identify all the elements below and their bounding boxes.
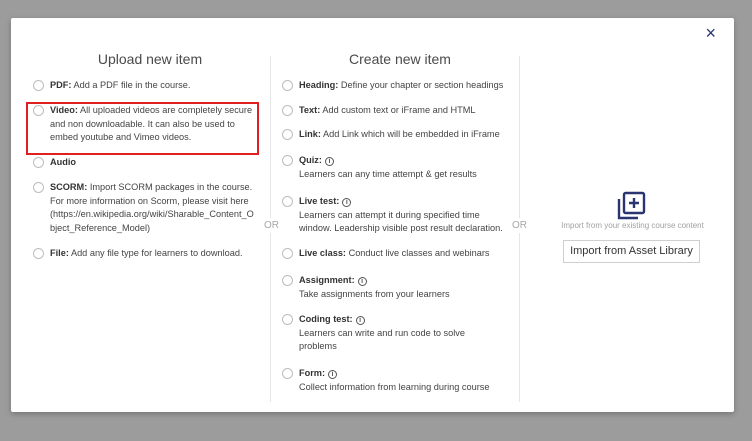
create-option-form[interactable]: Form: i Collect information from learning during course xyxy=(282,367,518,394)
radio-button[interactable] xyxy=(282,196,293,207)
upload-option-file[interactable]: File: Add any file type for learners to download. xyxy=(33,247,263,261)
add-item-modal xyxy=(11,18,734,412)
create-option-live-test[interactable]: Live test: i Learners can attempt it during specified time window. Leadership visible post result declaration. xyxy=(282,195,512,236)
create-option-link[interactable]: Link: Add Link which will be embedded in iFrame xyxy=(282,128,518,142)
create-title: Create new item xyxy=(349,51,451,67)
close-icon[interactable]: × xyxy=(705,23,716,43)
asset-library-caption: Import from your existing course content xyxy=(561,221,704,230)
create-option-text[interactable]: Text: Add custom text or iFrame and HTML xyxy=(282,104,518,118)
radio-button[interactable] xyxy=(282,155,293,166)
info-icon[interactable]: i xyxy=(325,157,334,166)
radio-button[interactable] xyxy=(33,182,44,193)
upload-option-video[interactable]: Video: All uploaded videos are completely secure and non downloadable. It can also be used to embed youtube and Vimeo videos. xyxy=(33,104,255,145)
info-icon[interactable]: i xyxy=(328,370,337,379)
radio-button[interactable] xyxy=(33,248,44,259)
create-option-assignment[interactable]: Assignment: i Take assignments from your learners xyxy=(282,274,512,301)
info-icon[interactable]: i xyxy=(358,277,367,286)
radio-button[interactable] xyxy=(282,105,293,116)
radio-button[interactable] xyxy=(282,314,293,325)
upload-column xyxy=(31,18,269,412)
import-asset-library-button[interactable]: Import from Asset Library xyxy=(563,240,700,263)
radio-button[interactable] xyxy=(282,80,293,91)
radio-button[interactable] xyxy=(282,248,293,259)
upload-option-audio[interactable]: Audio xyxy=(33,156,263,170)
radio-button[interactable] xyxy=(282,275,293,286)
create-column xyxy=(282,18,518,412)
asset-library-column xyxy=(531,18,734,412)
radio-button[interactable] xyxy=(33,80,44,91)
add-library-icon xyxy=(616,191,646,221)
radio-button[interactable] xyxy=(282,129,293,140)
or-separator: OR xyxy=(264,220,279,231)
create-option-live-class[interactable]: Live class: Conduct live classes and webinars xyxy=(282,247,518,261)
info-icon[interactable]: i xyxy=(342,198,351,207)
upload-title: Upload new item xyxy=(97,51,203,67)
radio-button[interactable] xyxy=(33,157,44,168)
create-option-quiz[interactable]: Quiz: i Learners can any time attempt & get results xyxy=(282,154,512,181)
info-icon[interactable]: i xyxy=(356,316,365,325)
radio-button[interactable] xyxy=(282,368,293,379)
upload-option-pdf[interactable]: PDF: Add a PDF file in the course. xyxy=(33,79,263,93)
upload-option-scorm[interactable]: SCORM: Import SCORM packages in the course. For more information on Scorm, please visit here (https://en.wikipedia.org/wiki/Sharable_Content_Object_Reference_Model) xyxy=(33,181,255,235)
create-option-heading[interactable]: Heading: Define your chapter or section headings xyxy=(282,79,518,93)
create-option-coding-test[interactable]: Coding test: i Learners can write and run code to solve problems xyxy=(282,313,492,354)
radio-button[interactable] xyxy=(33,105,44,116)
or-separator: OR xyxy=(512,220,527,231)
